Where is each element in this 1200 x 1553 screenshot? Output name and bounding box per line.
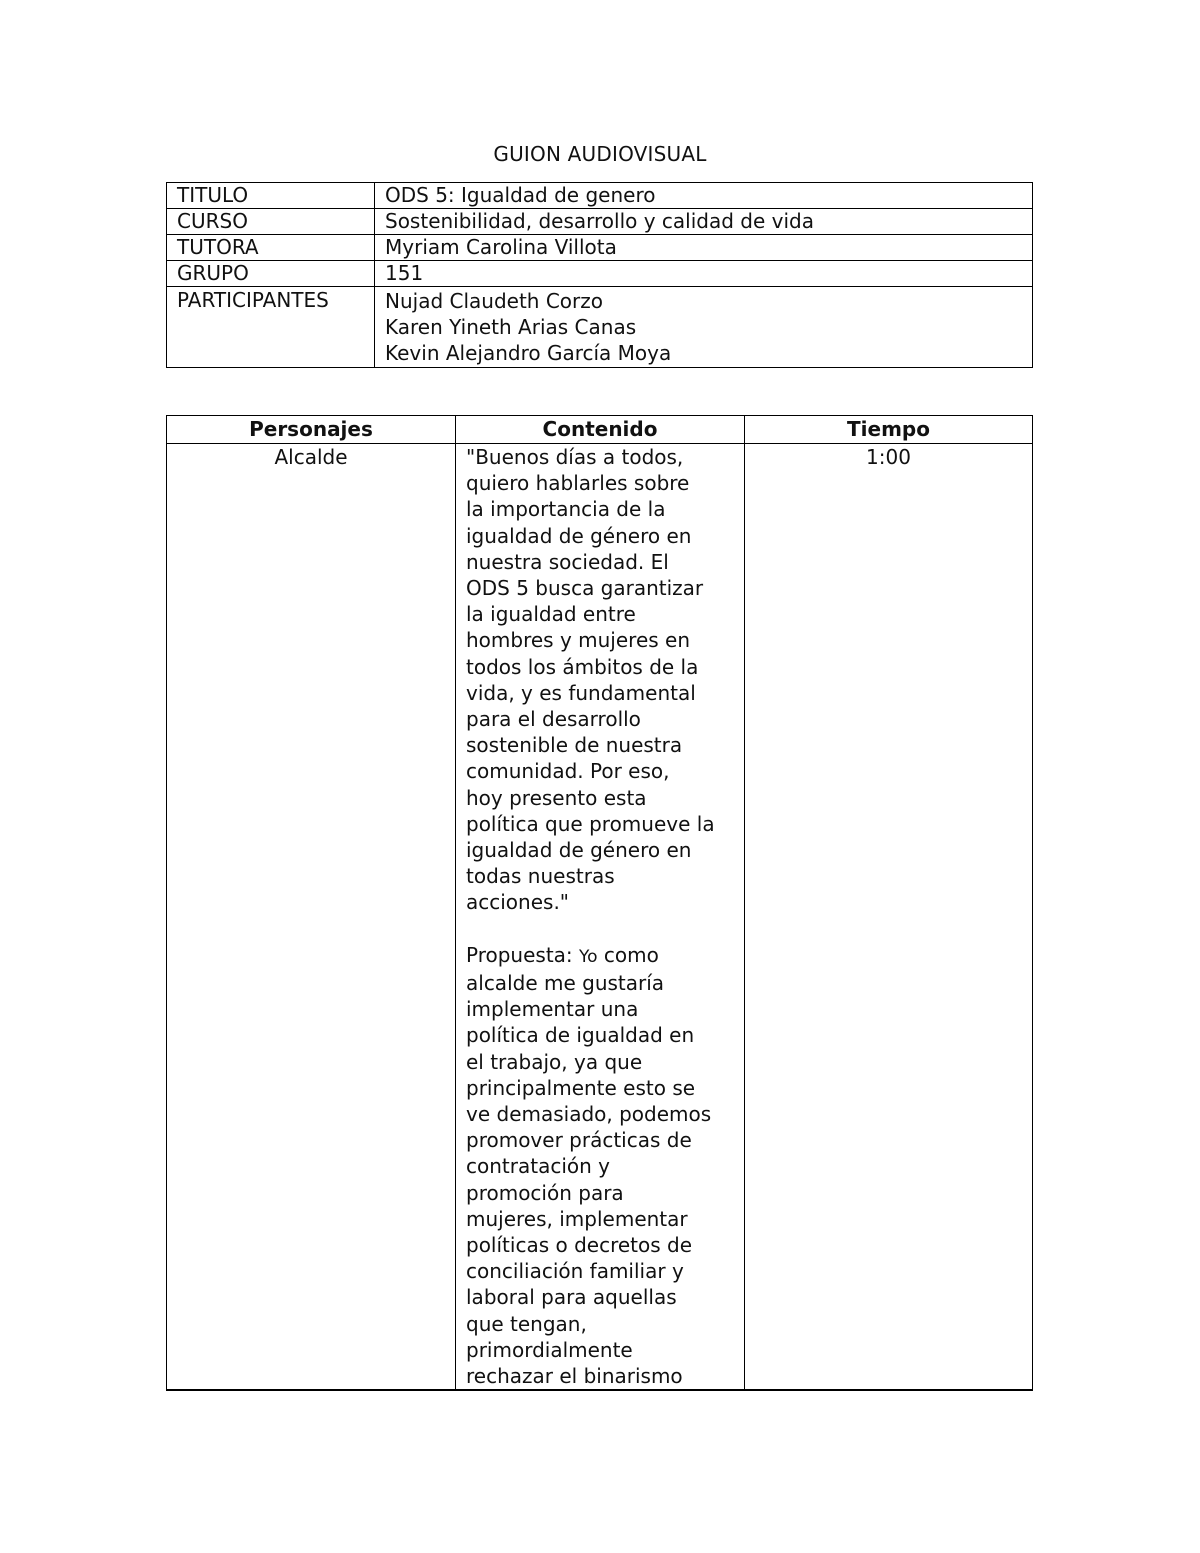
character-name: Alcalde <box>274 445 348 469</box>
text-line: igualdad de género en <box>466 523 692 548</box>
text-line: política de igualdad en <box>466 1023 695 1048</box>
text-line: igualdad de género en <box>466 838 692 863</box>
header-time: Tiempo <box>745 416 1033 444</box>
text-line: vida, y es fundamental <box>466 680 696 705</box>
text-line: alcalde me gustaría <box>466 971 665 996</box>
info-label: PARTICIPANTES <box>167 287 375 368</box>
text-line: sostenible de nuestra <box>466 733 683 758</box>
info-label: TUTORA <box>167 235 375 261</box>
participant-name: Nujad Claudeth Corzo <box>385 289 603 313</box>
script-table <box>166 415 1033 1391</box>
info-value: Sostenibilidad, desarrollo y calidad de vida <box>375 209 1033 235</box>
participant-name: Kevin Alejandro García Moya <box>385 341 672 365</box>
participants-list <box>375 287 1033 368</box>
page-title: GUION AUDIOVISUAL <box>493 142 707 166</box>
text-line: conciliación familiar y <box>466 1259 684 1284</box>
proposal-yo: Yo <box>579 946 598 967</box>
info-label: TITULO <box>167 183 375 209</box>
character-cell <box>167 444 456 1391</box>
time-value: 1:00 <box>866 445 911 469</box>
text-line: promoción para <box>466 1180 624 1205</box>
proposal-first-rest: como <box>597 942 659 967</box>
header-content: Contenido <box>456 416 745 444</box>
text-line: todos los ámbitos de la <box>466 654 699 679</box>
text-line: ODS 5 busca garantizar <box>466 576 704 601</box>
proposal-label: Propuesta: <box>466 942 580 967</box>
proposal-first-line <box>466 942 736 970</box>
text-line: ve demasiado, podemos <box>466 1102 712 1127</box>
text-line: la importancia de la <box>466 497 666 522</box>
text-line: acciones." <box>466 890 569 915</box>
script-row <box>167 444 1033 1391</box>
text-line: el trabajo, ya que <box>466 1049 643 1074</box>
text-line: todas nuestras <box>466 864 615 889</box>
text-line: políticas o decretos de <box>466 1233 693 1258</box>
info-row-participantes <box>167 287 1033 368</box>
time-cell <box>745 444 1033 1391</box>
text-line: la igualdad entre <box>466 602 636 627</box>
info-table <box>166 182 1033 368</box>
participant-name: Karen Yineth Arias Canas <box>385 315 637 339</box>
info-value: ODS 5: Igualdad de genero <box>375 183 1033 209</box>
text-line: mujeres, implementar <box>466 1206 688 1231</box>
text-line: implementar una <box>466 997 639 1022</box>
text-line: promover prácticas de <box>466 1128 692 1153</box>
text-line: nuestra sociedad. El <box>466 549 669 574</box>
info-row-curso <box>167 209 1033 235</box>
info-label: CURSO <box>167 209 375 235</box>
text-line: primordialmente <box>466 1337 633 1362</box>
text-line: "Buenos días a todos, <box>466 445 684 469</box>
info-value: 151 <box>375 261 1033 287</box>
text-line: quiero hablarles sobre <box>466 471 690 496</box>
header-characters: Personajes <box>167 416 456 444</box>
text-line: contratación y <box>466 1154 610 1179</box>
text-line: que tengan, <box>466 1311 587 1336</box>
info-row-grupo <box>167 261 1033 287</box>
text-line: principalmente esto se <box>466 1075 696 1100</box>
text-line: comunidad. Por eso, <box>466 759 670 784</box>
proposal-text <box>466 970 736 1389</box>
text-line: hombres y mujeres en <box>466 628 691 653</box>
text-line: laboral para aquellas <box>466 1285 677 1310</box>
info-label: GRUPO <box>167 261 375 287</box>
content-cell <box>456 444 745 1391</box>
text-line: hoy presento esta <box>466 785 647 810</box>
text-line: para el desarrollo <box>466 707 641 732</box>
text-line: rechazar el binarismo <box>466 1364 683 1389</box>
text-line: política que promueve la <box>466 811 715 836</box>
info-row-tutora <box>167 235 1033 261</box>
script-header-row <box>167 416 1033 444</box>
speech-text <box>466 444 736 916</box>
info-value: Myriam Carolina Villota <box>375 235 1033 261</box>
info-row-titulo <box>167 183 1033 209</box>
